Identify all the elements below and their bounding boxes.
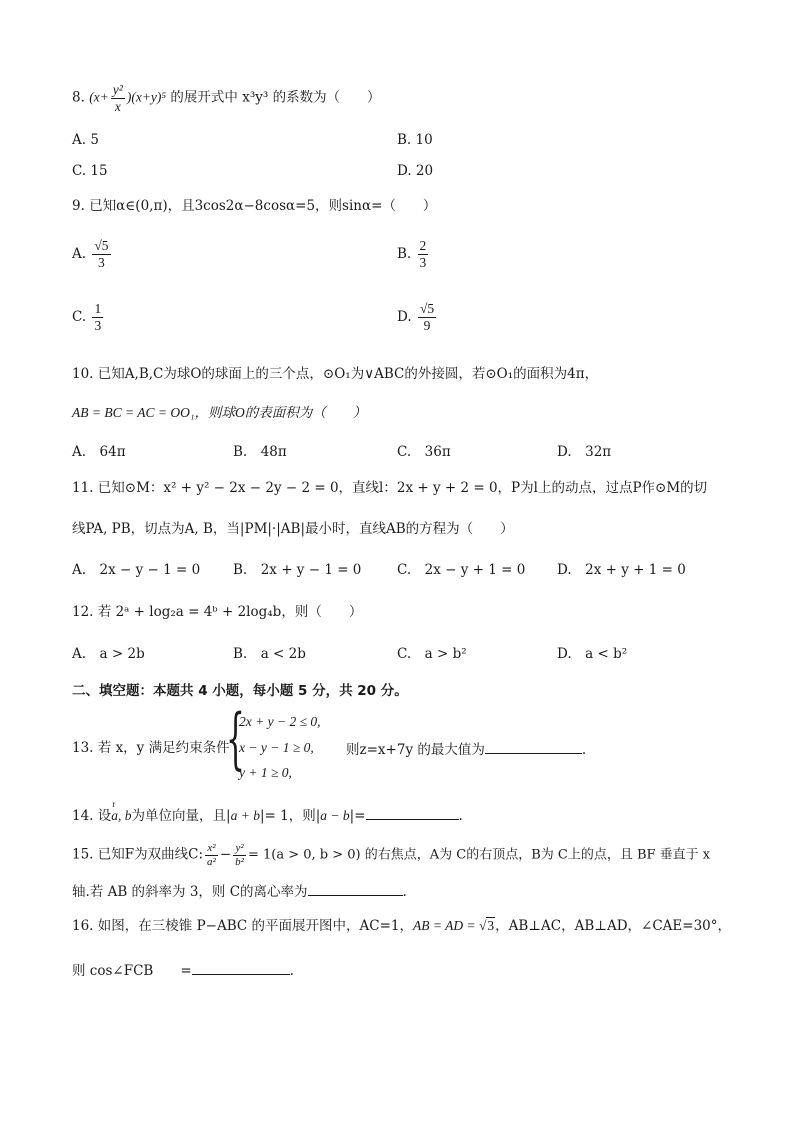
q9-option-a-num: √5	[94, 238, 109, 253]
q15-frac-y	[233, 842, 246, 868]
q12-stem	[72, 604, 362, 620]
q14-text-b: 为单位向量，且|	[131, 808, 231, 824]
q16-answer-blank[interactable]	[192, 961, 290, 975]
q15-frac-y-den: b²	[235, 855, 244, 868]
q14-vectors: r a, b	[111, 808, 131, 824]
q15-frac-x-num: x²	[205, 842, 218, 856]
q9-option-b-frac	[418, 238, 429, 270]
q13-lead-text: 若 x，y 满足约束条件	[97, 740, 230, 756]
q9-option-c	[72, 301, 105, 333]
q13-tail	[346, 740, 586, 758]
section-2-heading: 二、填空题：本题共 4 小题，每小题 5 分，共 20 分。	[72, 683, 408, 699]
sqrt-sign-icon: √	[478, 918, 487, 933]
q9-stem	[72, 198, 436, 214]
q12-option-c: C. a > b²	[397, 646, 467, 662]
q16-stem-line2	[72, 961, 294, 979]
q11-stem-line1	[72, 480, 707, 496]
q15-minus: −	[219, 846, 232, 863]
q15-text-a: 已知F为双曲线C:	[97, 846, 204, 863]
q13-constraint-2: x − y − 1 ≥ 0,	[239, 740, 314, 755]
q12-option-b: B. a < 2b	[233, 646, 306, 662]
q10-text-line1: 已知A,B,C为球O的球面上的三个点，⊙O₁为∨ABC的外接圆，若⊙O₁的面积为4π，	[97, 366, 599, 382]
q8-expr-b: )(x+y)⁵	[126, 89, 167, 105]
q15-frac-y-num: y²	[233, 842, 246, 856]
q9-option-d-frac	[418, 301, 436, 333]
q11-option-d: D. 2x + y + 1 = 0	[557, 562, 686, 578]
q14-stem	[72, 806, 463, 824]
q14-answer-blank[interactable]	[366, 806, 459, 820]
q12-number: 12.	[72, 604, 94, 620]
q8-number: 8.	[72, 89, 85, 106]
q13-brace: {	[226, 700, 245, 777]
q8-option-b: B. 10	[397, 132, 433, 148]
q14-text-d: |=	[349, 808, 366, 824]
q8-frac-den: x	[114, 98, 121, 114]
q15-answer-blank[interactable]	[308, 882, 403, 896]
q9-option-a	[72, 238, 113, 270]
q10-option-c: C. 36π	[397, 444, 451, 460]
q11-option-a: A. 2x − y − 1 = 0	[72, 562, 201, 578]
q15-number: 15.	[72, 846, 94, 863]
q15-line2-text: 轴.若 AB 的斜率为 3，则 C的离心率为	[72, 884, 308, 900]
q15-frac-x-den: a²	[207, 855, 216, 868]
q9-option-b-den: 3	[419, 254, 427, 270]
q9-text: 已知α∈(0,π)，且3cos2α−8cosα=5，则sinα=（ ）	[89, 198, 437, 214]
q10-stem-line2: AB = BC = AC = OO₁，则球O的表面积为（ ）	[72, 405, 367, 420]
q10-stem-line1	[72, 366, 598, 382]
q16-number: 16.	[72, 918, 94, 934]
q9-option-a-frac	[92, 238, 110, 270]
q9-option-b	[397, 238, 430, 270]
q15-stem-line2	[72, 882, 407, 900]
q13-number: 13.	[72, 740, 94, 756]
q14-number: 14.	[72, 808, 94, 824]
q15-text-b: = 1(a > 0, b > 0) 的右焦点，A为 C的右顶点，B为 C上的点，且 BF 垂直于 x	[247, 847, 711, 863]
q9-option-d-den: 9	[423, 317, 431, 333]
q11-option-b: B. 2x + y − 1 = 0	[233, 562, 362, 578]
q15-end: .	[402, 884, 407, 900]
q13-answer-blank[interactable]	[485, 740, 582, 754]
q8-frac-num: y²	[112, 82, 123, 97]
q15-frac-x	[205, 842, 218, 868]
q16-eq: AB = AD =	[413, 918, 479, 933]
q16-stem-line1	[72, 918, 731, 934]
q11-option-c: C. 2x − y + 1 = 0	[397, 562, 526, 578]
q12-option-d: D. a < b²	[557, 646, 628, 662]
q10-option-a: A. 64π	[72, 444, 126, 460]
q14-expr-sum: a + b	[230, 808, 260, 823]
q13-tail-text: 则z=x+7y 的最大值为	[346, 742, 485, 758]
q11-stem-line2: 线PA, PB，切点为A, B，当|PM|·|AB|最小时，直线AB的方程为（ ）	[72, 521, 514, 537]
q14-text-c: |= 1，则|	[259, 808, 321, 824]
q8-option-a: A. 5	[72, 132, 99, 148]
q11-text-line1: 已知⊙M：x² + y² − 2x − 2y − 2 = 0，直线l：2x + y + 2 = 0，P为l上的动点，过点P作⊙M的切	[97, 480, 708, 496]
q16-text-a: 如图，在三棱锥 P−ABC 的平面展开图中，AC=1，	[97, 918, 413, 934]
q11-number: 11.	[72, 480, 94, 496]
q10-number: 10.	[72, 366, 94, 382]
q9-option-c-frac	[92, 301, 103, 333]
q8-fraction	[111, 82, 125, 114]
q13-constraint-1: 2x + y − 2 ≤ 0,	[239, 714, 321, 729]
q8-text: 的展开式中 x³y³ 的系数为（ ）	[166, 89, 381, 106]
q12-text: 若 2ᵃ + log₂a = 4ᵇ + 2log₄b，则（ ）	[97, 604, 363, 620]
q16-text-b: ，AB⊥AC，AB⊥AD，∠CAE=30°，	[495, 918, 732, 934]
q14-text-a: 设	[97, 808, 112, 824]
q9-option-d-letter: D.	[397, 308, 412, 325]
q16-sqrt	[479, 918, 495, 934]
q15-stem-line1	[72, 842, 710, 868]
q9-option-c-den: 3	[94, 317, 102, 333]
q9-option-c-num: 1	[94, 301, 102, 316]
q8-option-c: C. 15	[72, 163, 108, 179]
q16-line2-text: 则 cos∠FCB =	[72, 963, 192, 979]
q16-sqrt-radicand: 3	[487, 918, 495, 933]
q13-lead	[72, 740, 230, 756]
q13-end: .	[581, 742, 587, 758]
q8-expr-a: (x+	[89, 89, 109, 105]
q9-option-b-letter: B.	[397, 245, 412, 262]
q9-option-a-den: 3	[98, 254, 105, 270]
q12-option-a: A. a > 2b	[72, 646, 145, 662]
q9-option-d-num: √5	[419, 301, 435, 316]
q16-end: .	[289, 963, 294, 979]
q9-option-c-letter: C.	[72, 308, 87, 325]
q8-option-d: D. 20	[397, 163, 434, 179]
q14-expr-diff: a − b	[320, 808, 350, 823]
q9-option-b-num: 2	[419, 238, 427, 253]
q9-number: 9.	[72, 198, 85, 214]
q13-constraint-3: y + 1 ≥ 0,	[239, 765, 292, 780]
q9-option-d	[397, 301, 438, 333]
q9-option-a-letter: A.	[72, 245, 87, 262]
q10-option-b: B. 48π	[233, 444, 287, 460]
q10-option-d: D. 32π	[557, 444, 612, 460]
q14-end: .	[458, 808, 463, 824]
q8-stem	[72, 82, 381, 114]
